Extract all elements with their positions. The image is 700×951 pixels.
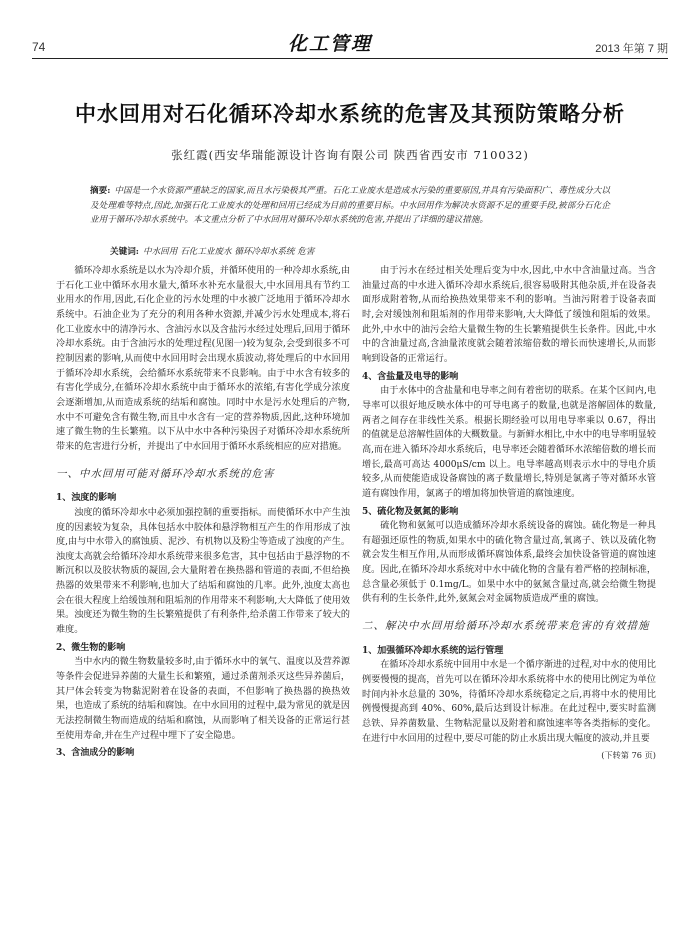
journal-name: 化工管理 — [288, 33, 373, 55]
paragraph-salinity: 由于水体中的含盐量和电导率之间有着密切的联系。在某个区间内,电导率可以很好地反映水体中的可导电离子的数量,也就是溶解固体的数量,两者之间存在非线性关系。根据长期经验可以用电导率乘以 0.67，得出的值就是总溶解性固体的大概数量。与新鲜水相比,中水中的电导率明显较高,而在进入循环冷却水系统后，电导率还会随着循环水浓缩倍数的增长而增长,最高可高达 4000μS/cm 以上。电导率越高则表示水中的导电介质较多,从而使能造成设备腐蚀的离子数量增长,特别是氯离子等对循环水管道有腐蚀作用，氯离子的增加将加快管道的腐蚀速度。 — [362, 386, 656, 499]
paragraph-sulfide: 硫化物和氨氮可以造成循环冷却水系统设备的腐蚀。硫化物是一种具有超强还原性的物质,如果水中的硫化物含量过高,氧离子、铁以及硫化物就会发生相互作用,从而形成循环腐蚀体系,最终会加快设备管道的腐蚀速度。因此,在循环冷却水系统对中水中硫化物的含量有着严格的控制标准，总含量必须低于 0.1mg/L。如果中水中的氨氮含量过高,就会给微生物提供有利的生长条件,此外,氨氮会对金属物质造成严重的腐蚀。 — [362, 521, 656, 605]
issue-label: 2013 年第 7 期 — [595, 43, 668, 55]
author-affiliation: 张红霞(西安华瑞能源设计咨询有限公司 陕西省西安市 710032) — [171, 148, 529, 162]
keywords-text: 中水回用 石化工业废水 循环冷却水系统 危害 — [142, 247, 315, 257]
paragraph-oil: 由于污水在经过相关处理后变为中水,因此,中水中含油量过高。当含油量过高的中水进入循环冷却水系统后,很容易吸附其他杂质,并在设备表面形成附着物,从而给换热效果带来不利的影响。当油污附着于设备表面时,会对缓蚀剂和阻垢剂的作用带来影响,大大降低了缓蚀和阻垢的效果。此外,中水中的油污会给大量微生物的生长繁殖提供生长条件。因此,中水中的含油量过高,含油量浓度就会随着浓缩倍数的增长而快速增长,从而影响到设备的正常运行。 — [362, 266, 656, 364]
section-heading-1: 一、中水回用可能对循环冷却水系统的危害 — [56, 467, 275, 480]
subheading-management: 1、加强循环冷却水系统的运行管理 — [362, 645, 504, 656]
subheading-sulfide: 5、硫化物及氨氮的影响 — [362, 506, 459, 517]
header-rule — [32, 58, 668, 59]
intro-paragraph: 循环冷却水系统是以水为冷却介质，并循环使用的一种冷却水系统,由于石化工业中循环水用水量大,循环水补充水量很大,中水回用具有节约工业用水的作用,因此,石化企业的污水处理的中水被广泛地用于循环冷却水系统中。石油企业为了充分的利用各种水资源,并减少污水处理成本,将石化工业废水中的清净污水、含油污水以及含盐污水经过处理后,回用于循环冷却水系统。由于含油污水的处理过程(见图一)较为复杂,会受到很多不可控制因素的影响,从而使中水回用时会出现水质波动,将处理后的中水回用于循环冷却水系统，会给循环水系统带来不良影响。由于中水含有较多的有害化学成分,在循环冷却水系统中由于循环水的浓缩,有害化学成分浓度会逐渐增加,从而造成系统的结垢和腐蚀。同时中水是污水处理后的产物,水中不可避免含有微生物,而且中水含有一定的营养物质,因此,这种环境加速了微生物的生长繁殖。以下从中水中各种污染因子对循环冷却水系统所带来的危害进行分析，并提出了中水回用于循环水系统相应的应对措施。 — [56, 266, 350, 452]
article-title: 中水回用对石化循环冷却水系统的危害及其预防策略分析 — [75, 101, 625, 126]
page-number: 74 — [32, 40, 46, 54]
left-column — [56, 264, 350, 761]
continued-note: (下转第 76 页) — [601, 750, 656, 761]
right-column — [362, 264, 656, 763]
paragraph-management: 在循环冷却水系统中回用中水是一个循序渐进的过程,对中水的使用比例要慢慢的提高，首先可以在循环冷却水系统将中水的使用比例定为单位时间内补水总量的 30%，待循环冷却水系统稳定之后,再将中水的使用比例慢慢提高到 40%、60%,最后达到设计标准。在此过程中,要实时监测总铁、异养菌数量、生物粘泥量以及附着和腐蚀速率等各类指标的变化。在进行中水回用的过程中,要尽可能的防止水质出现大幅度的波动,并且要 — [362, 660, 656, 744]
abstract-label: 摘要: — [90, 186, 111, 196]
section-heading-2: 二、解决中水回用给循环冷却水系统带来危害的有效措施 — [362, 620, 650, 633]
abstract — [90, 184, 610, 228]
abstract-text: 中国是一个水资源严重缺乏的国家,而且水污染极其严重。石化工业废水是造成水污染的重要原因,并具有污染面积广、毒性成分大以及处理难等特点,因此,加强石化工业废水的处理和回用已经成为目前的重要目标。中水回用作为解决水资源不足的重要手段,被部分石化企业用于循环冷却水系统中。本文重点分析了中水回用对循环冷却水系统的危害,并提出了详细的建议措施。 — [90, 186, 610, 225]
subheading-microbes: 2、微生物的影响 — [56, 642, 126, 653]
subheading-salinity: 4、含盐量及电导的影响 — [362, 371, 459, 382]
paragraph-turbidity: 浊度的循环冷却水中必须加强控制的重要指标。而使循环水中产生浊度的因素较为复杂，具体包括水中胶体和悬浮物相互产生的作用形成了浊度,由与中水带入的腐蚀质、泥沙、有机物以及粉尘等造成了浊度的产生。浊度太高就会给循环冷却水系统带来很多危害，其中包括由于悬浮物的不断沉积以及胶状物质的凝固,会大量附着在换热器和管道的表面,不但给换热器的效果带来不利影响,也加大了结垢和腐蚀的几率。此外,浊度太高也会在很大程度上给缓蚀剂和阻垢剂的作用带来不利影响,大大降低了使用效果。浊度还为微生物的生长繁殖提供了有利条件,给杀菌工作带来了较大的难度。 — [56, 507, 350, 636]
subheading-oil: 3、含油成分的影响 — [56, 748, 135, 759]
paragraph-microbes: 当中水内的微生物数量较多时,由于循环水中的氧气、温度以及营养源等条件会促进异养菌的大量生长和繁殖，通过杀菌剂杀灭这些异养菌后，其尸体会转变为物黏泥附着在设备的表面，不但影响了换热器的换热效果，也造成了系统的结垢和腐蚀。在中水回用的过程中,最为常见的就是因无法控制微生物而造成的结垢和腐蚀，从而影响了相关设备的正常运行甚至使用寿命,并在生产过程中埋下了安全隐患。 — [56, 657, 350, 741]
keywords-label: 关键词: — [110, 247, 139, 257]
subheading-turbidity: 1、浊度的影响 — [56, 493, 117, 504]
keywords — [110, 245, 610, 257]
